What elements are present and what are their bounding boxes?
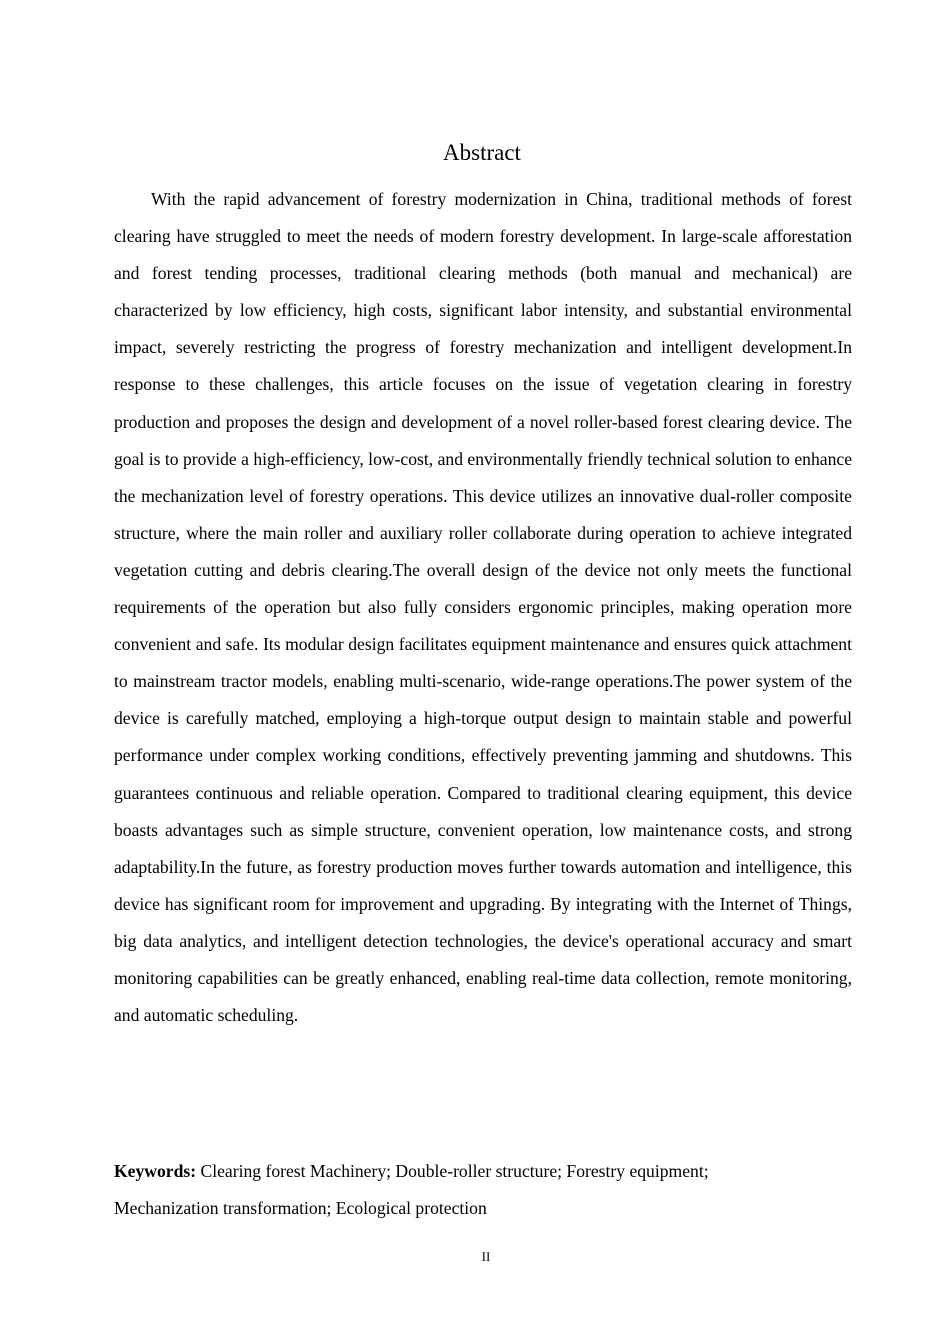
keywords-line-2: Mechanization transformation; Ecological protection bbox=[114, 1197, 487, 1218]
page-number: II bbox=[481, 1249, 491, 1264]
keywords-section bbox=[114, 1153, 852, 1226]
abstract-paragraph: With the rapid advancement of forestry modernization in China, traditional methods of forest clearing have struggled to meet the needs of modern forestry development. In large-scale afforestation and forest tending processes, traditional clearing methods (both manual and mechanical) are characterized by low efficiency, high costs, significant labor intensity, and substantial environmental impact, severely restricting the progress of forestry mechanization and intelligent development.In response to these challenges, this article focuses on the issue of vegetation clearing in forestry production and proposes the design and development of a novel roller-based forest clearing device. The goal is to provide a high-efficiency, low-cost, and environmentally friendly technical solution to enhance the mechanization level of forestry operations. This device utilizes an innovative dual-roller composite structure, where the main roller and auxiliary roller collaborate during operation to achieve integrated vegetation cutting and debris clearing.The overall design of the device not only meets the functional requirements of the operation but also fully considers ergonomic principles, making operation more convenient and safe. Its modular design facilitates equipment maintenance and ensures quick attachment to mainstream tractor models, enabling multi-scenario, wide-range operations.The power system of the device is carefully matched, employing a high-torque output design to maintain stable and powerful performance under complex working conditions, effectively preventing jamming and shutdowns. This guarantees continuous and reliable operation. Compared to traditional clearing equipment, this device boasts advantages such as simple structure, convenient operation, low maintenance costs, and strong adaptability.In the future, as forestry production moves further towards automation and intelligence, this device has significant room for improvement and upgrading. By integrating with the Internet of Things, big data analytics, and intelligent detection technologies, the device's operational accuracy and smart monitoring capabilities can be greatly enhanced, enabling real-time data collection, remote monitoring, and automatic scheduling. bbox=[114, 189, 852, 1026]
page-title: Abstract bbox=[443, 140, 521, 165]
keywords-label: Keywords: bbox=[114, 1161, 197, 1181]
keywords-line-1: Clearing forest Machinery; Double-roller structure; Forestry equipment; bbox=[196, 1161, 709, 1181]
